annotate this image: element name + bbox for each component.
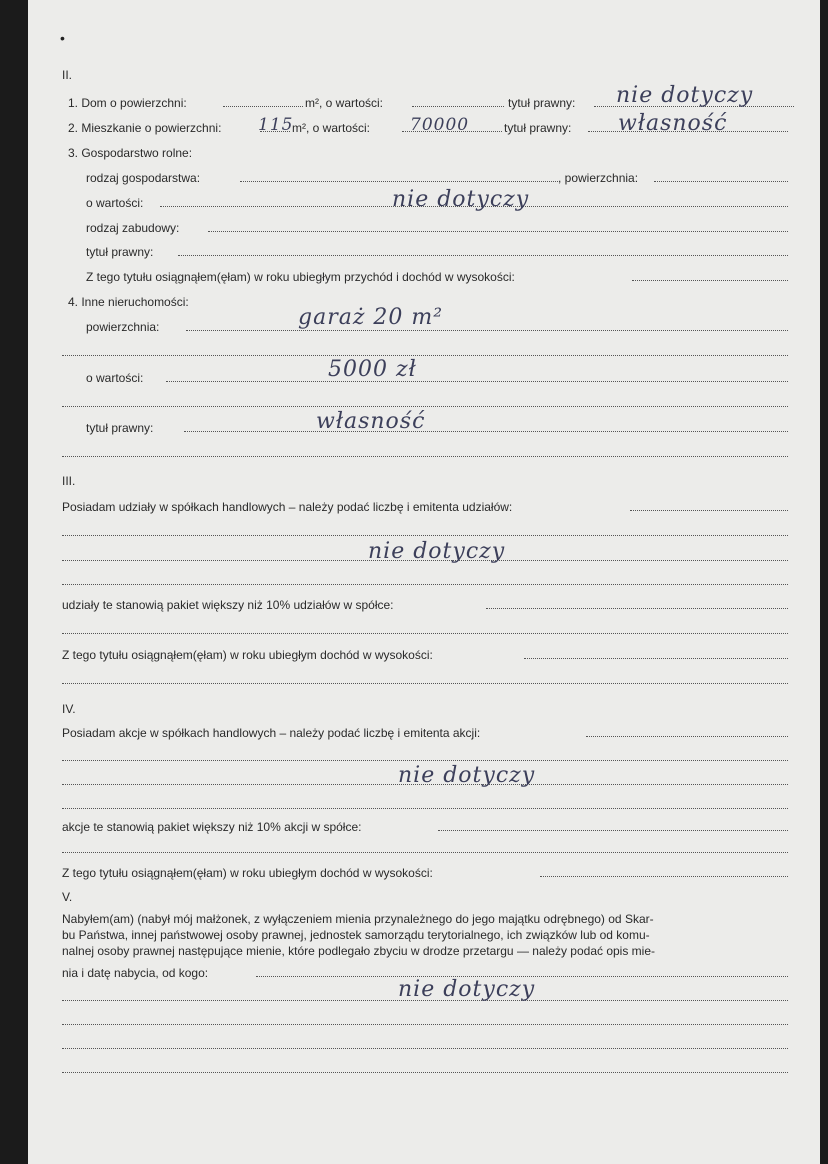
other-title-label: tytuł prawny: (86, 421, 154, 435)
acquisition-text-line: Nabyłem(am) (nabył mój małżonek, z wyłączeniem mienia przynależnego do jego majątku odrębnego) od Skar- (62, 912, 654, 926)
farm-area-label: , powierzchnia: (558, 171, 639, 185)
house-value-field[interactable] (412, 106, 504, 107)
shares-income-field[interactable] (524, 658, 788, 659)
shares-pct-label: udziały te stanowią pakiet większy niż 10% udziałów w spółce: (62, 598, 394, 612)
farm-type-field[interactable] (240, 181, 558, 182)
house-area-field[interactable] (223, 106, 303, 107)
stocks-income-field[interactable] (540, 876, 788, 877)
shares-label: Posiadam udziały w spółkach handlowych – należy podać liczbę i emitenta udziałów: (62, 500, 513, 514)
apartment-title-label: tytuł prawny: (504, 121, 572, 135)
stocks-extra-field[interactable] (62, 760, 788, 761)
farm-title-field[interactable] (178, 255, 788, 256)
farm-income-field[interactable] (632, 280, 788, 281)
ink-mark: • (60, 30, 65, 46)
acquisition-extra-field[interactable] (62, 1024, 788, 1025)
other-title-handwriting: własność (316, 409, 426, 434)
other-title-field[interactable] (184, 431, 788, 432)
other-value-field[interactable] (166, 381, 788, 382)
farm-buildings-field[interactable] (208, 231, 788, 232)
farm-title-label: tytuł prawny: (86, 245, 154, 259)
farm-income-label: Z tego tytułu osiągnąłem(ęłam) w roku ubiegłym przychód i dochód w wysokości: (86, 270, 515, 284)
section-heading: II. (62, 68, 73, 82)
other-value-extra-field[interactable] (62, 406, 788, 407)
stocks-extra-field[interactable] (62, 808, 788, 809)
stocks-handwriting: nie dotyczy (398, 763, 536, 788)
farm-value-label: o wartości: (86, 196, 144, 210)
other-area-field[interactable] (186, 330, 788, 331)
shares-handwriting: nie dotyczy (368, 539, 506, 564)
apartment-label: 2. Mieszkanie o powierzchni: (68, 121, 222, 135)
apartment-area-handwriting: 115 (258, 115, 294, 135)
acquisition-handwriting: nie dotyczy (398, 977, 536, 1002)
other-area-label: powierzchnia: (86, 320, 160, 334)
shares-pct-extra-field[interactable] (62, 633, 788, 634)
stocks-field[interactable] (586, 736, 788, 737)
section-heading: V. (62, 890, 73, 904)
declaration-page (28, 0, 820, 1164)
house-title-label: tytuł prawny: (508, 96, 576, 110)
acquisition-text-line: nia i datę nabycia, od kogo: (62, 966, 209, 980)
farm-area-field[interactable] (654, 181, 788, 182)
other-value-handwriting: 5000 zł (328, 357, 417, 382)
acquisition-extra-field[interactable] (62, 1048, 788, 1049)
acquisition-text-line: bu Państwa, innej państwowej osoby prawnej, jednostek samorządu terytorialnego, ich związków lub od komu- (62, 928, 650, 942)
acquisition-text-line: nalnej osoby prawnej następujące mienie, które podlegało zbyciu w drodze przetargu — należy podać opis mie- (62, 944, 656, 958)
apartment-title-handwriting: własność (618, 111, 728, 136)
other-area-handwriting: garaż 20 m² (298, 305, 444, 330)
other-property-label: 4. Inne nieruchomości: (68, 295, 189, 309)
shares-pct-field[interactable] (486, 608, 788, 609)
stocks-pct-extra-field[interactable] (62, 852, 788, 853)
section-heading: III. (62, 474, 76, 488)
apartment-unit-label: m², o wartości: (292, 121, 371, 135)
farm-buildings-label: rodzaj zabudowy: (86, 221, 180, 235)
stocks-income-label: Z tego tytułu osiągnąłem(ęłam) w roku ubiegłym dochód w wysokości: (62, 866, 433, 880)
other-area-extra-field[interactable] (62, 355, 788, 356)
stocks-pct-field[interactable] (438, 830, 788, 831)
shares-income-extra-field[interactable] (62, 683, 788, 684)
shares-extra-field[interactable] (62, 535, 788, 536)
shares-field[interactable] (630, 510, 788, 511)
house-label: 1. Dom o powierzchni: (68, 96, 187, 110)
acquisition-extra-field[interactable] (62, 1072, 788, 1073)
other-value-label: o wartości: (86, 371, 144, 385)
farm-value-handwriting: nie dotyczy (392, 187, 530, 212)
house-unit-label: m², o wartości: (305, 96, 384, 110)
apartment-value-handwriting: 70000 (410, 115, 470, 135)
farm-type-label: rodzaj gospodarstwa: (86, 171, 201, 185)
stocks-pct-label: akcje te stanowią pakiet większy niż 10% akcji w spółce: (62, 820, 362, 834)
section-heading: IV. (62, 702, 76, 716)
other-title-extra-field[interactable] (62, 456, 788, 457)
farm-label: 3. Gospodarstwo rolne: (68, 146, 193, 160)
shares-extra-field[interactable] (62, 584, 788, 585)
stocks-label: Posiadam akcje w spółkach handlowych – należy podać liczbę i emitenta akcji: (62, 726, 481, 740)
shares-income-label: Z tego tytułu osiągnąłem(ęłam) w roku ubiegłym dochód w wysokości: (62, 648, 433, 662)
house-title-handwriting: nie dotyczy (616, 83, 754, 108)
